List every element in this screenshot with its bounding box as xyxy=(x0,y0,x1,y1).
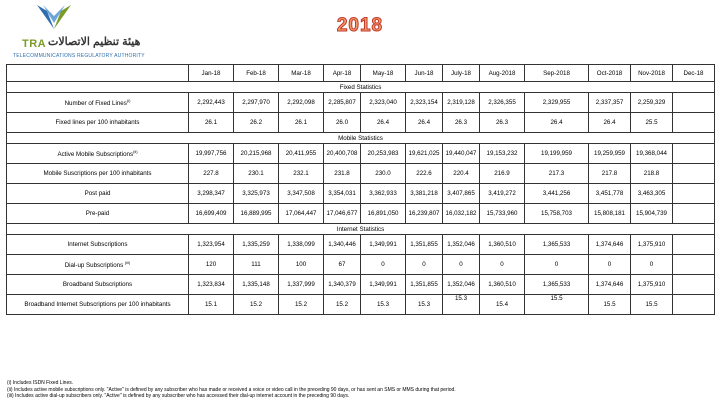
table-cell: 1,365,533 xyxy=(525,235,589,255)
table-cell xyxy=(673,235,715,255)
table-cell: 26.0 xyxy=(324,113,361,133)
table-row xyxy=(7,164,715,184)
table-cell: 3,381,218 xyxy=(406,184,443,204)
column-header: Feb-18 xyxy=(234,65,279,82)
row-label: Number of Fixed Lines$^{(i)}$ xyxy=(7,93,189,113)
table-cell: 2,259,329 xyxy=(631,93,673,113)
row-label: Post paid xyxy=(7,184,189,204)
table-cell: 19,368,044 xyxy=(631,144,673,164)
table-cell: 3,362,933 xyxy=(361,184,406,204)
column-header: Dec-18 xyxy=(673,65,715,82)
column-header: July-18 xyxy=(443,65,480,82)
section-title: Mobile Statistics xyxy=(7,133,715,144)
table-cell: 231.8 xyxy=(324,164,361,184)
table-cell: 230.0 xyxy=(361,164,406,184)
table-cell: 19,259,959 xyxy=(589,144,631,164)
table-row xyxy=(7,93,715,113)
table-cell: 227.8 xyxy=(189,164,234,184)
table-cell: 19,621,025 xyxy=(406,144,443,164)
table-cell: 232.1 xyxy=(279,164,324,184)
table-cell: 16,699,409 xyxy=(189,204,234,224)
table-cell: 26.3 xyxy=(443,113,480,133)
header-row xyxy=(7,65,715,82)
table-cell: 100 xyxy=(279,255,324,275)
row-label: Active Mobile Subscriptions$^{(ii)}$ xyxy=(7,144,189,164)
table-cell: 15.5 xyxy=(631,295,673,315)
table-cell: 1,360,510 xyxy=(480,275,525,295)
table-cell: 0 xyxy=(480,255,525,275)
table-cell: 1,338,099 xyxy=(279,235,324,255)
tra-logo-text: TRA xyxy=(22,38,47,50)
table-row xyxy=(7,184,715,204)
table-cell: 2,319,128 xyxy=(443,93,480,113)
table-cell: 20,400,708 xyxy=(324,144,361,164)
table-cell: 19,199,959 xyxy=(525,144,589,164)
table-cell: 0 xyxy=(406,255,443,275)
table-cell: 0 xyxy=(631,255,673,275)
table-cell: 26.1 xyxy=(189,113,234,133)
column-header: Sep-2018 xyxy=(525,65,589,82)
table-cell: 2,297,970 xyxy=(234,93,279,113)
table-cell: 1,335,259 xyxy=(234,235,279,255)
table-cell: 15.2 xyxy=(324,295,361,315)
table-cell: 15.3 xyxy=(361,295,406,315)
table-cell: 26.4 xyxy=(589,113,631,133)
table-cell: 2,337,357 xyxy=(589,93,631,113)
section-title: Internet Statistics xyxy=(7,224,715,235)
table-cell: 19,440,047 xyxy=(443,144,480,164)
table-cell: 2,292,098 xyxy=(279,93,324,113)
tra-logo-arabic: هيئة تنظيم الاتصالات xyxy=(48,36,141,48)
section-row-fixed xyxy=(7,82,715,93)
table-cell: 16,239,807 xyxy=(406,204,443,224)
section-row-mobile xyxy=(7,133,715,144)
table-cell: 16,032,182 xyxy=(443,204,480,224)
table-cell: 3,354,031 xyxy=(324,184,361,204)
table-cell: 217.3 xyxy=(525,164,589,184)
table-cell: 3,463,305 xyxy=(631,184,673,204)
table-cell: 216.9 xyxy=(480,164,525,184)
row-label: Fixed lines per 100 inhabitants xyxy=(7,113,189,133)
page-title: 2018 xyxy=(336,15,384,36)
table-cell: 3,419,272 xyxy=(480,184,525,204)
table-row xyxy=(7,275,715,295)
table-cell: 2,326,355 xyxy=(480,93,525,113)
footnote: (ii) Includes active mobile subscriptions only. "Active" is defined by any subscriber who has made or received a voice or video call in the preceding 90 days, or has sent an SMS or MMS during that period. xyxy=(7,386,456,393)
table-cell: 26.1 xyxy=(279,113,324,133)
column-header: May-18 xyxy=(361,65,406,82)
table-cell: 25.5 xyxy=(631,113,673,133)
column-header: Mar-18 xyxy=(279,65,324,82)
table-cell xyxy=(673,113,715,133)
table-cell: 15.2 xyxy=(279,295,324,315)
table-cell: 26.4 xyxy=(361,113,406,133)
column-header: Apr-18 xyxy=(324,65,361,82)
table-cell: 1,323,834 xyxy=(189,275,234,295)
table-cell: 120 xyxy=(189,255,234,275)
table-cell: 2,323,040 xyxy=(361,93,406,113)
table-cell: 0 xyxy=(443,255,480,275)
table-cell: 20,215,968 xyxy=(234,144,279,164)
row-label: Broadband Internet Subscriptions per 100 inhabitants xyxy=(7,295,189,315)
table-cell: 220.4 xyxy=(443,164,480,184)
row-label: Pre-paid xyxy=(7,204,189,224)
table-cell: 1,360,510 xyxy=(480,235,525,255)
table-cell: 218.8 xyxy=(631,164,673,184)
table-cell: 3,441,256 xyxy=(525,184,589,204)
column-header: Jun-18 xyxy=(406,65,443,82)
table-cell: 20,411,955 xyxy=(279,144,324,164)
column-header: Oct-2018 xyxy=(589,65,631,82)
table-cell: 1,323,954 xyxy=(189,235,234,255)
table-cell: 1,365,533 xyxy=(525,275,589,295)
table-cell: 15.1 xyxy=(189,295,234,315)
table-cell: 222.6 xyxy=(406,164,443,184)
table-cell xyxy=(673,144,715,164)
table-cell: 3,451,778 xyxy=(589,184,631,204)
table-cell: 67 xyxy=(324,255,361,275)
table-cell xyxy=(673,93,715,113)
table-cell: 15,904,739 xyxy=(631,204,673,224)
table-row xyxy=(7,204,715,224)
table-cell: 1,340,446 xyxy=(324,235,361,255)
table-cell: 1,335,148 xyxy=(234,275,279,295)
table-cell: 1,375,910 xyxy=(631,235,673,255)
table-cell: 1,351,855 xyxy=(406,275,443,295)
table-cell: 3,325,973 xyxy=(234,184,279,204)
section-title: Fixed Statistics xyxy=(7,82,715,93)
table-cell: 0 xyxy=(361,255,406,275)
table-cell: 15,758,703 xyxy=(525,204,589,224)
table-cell: 17,046,677 xyxy=(324,204,361,224)
table-cell: 1,352,046 xyxy=(443,275,480,295)
table-cell xyxy=(673,164,715,184)
table-cell xyxy=(673,184,715,204)
header-corner xyxy=(7,65,189,82)
table-cell: 3,347,508 xyxy=(279,184,324,204)
table-cell: 1,352,046 xyxy=(443,235,480,255)
footnote: (iii) Includes active dial-up subscribers only. "Active" is defined by any subscriber who has accessed their dial-up internet account in the preceding 90 days. xyxy=(7,393,350,399)
table-cell: 15,733,960 xyxy=(480,204,525,224)
table-cell: 16,889,995 xyxy=(234,204,279,224)
table-cell: 2,323,154 xyxy=(406,93,443,113)
table-cell xyxy=(673,255,715,275)
table-cell: 1,349,991 xyxy=(361,235,406,255)
table-cell: 1,349,991 xyxy=(361,275,406,295)
table-cell: 230.1 xyxy=(234,164,279,184)
column-header: Jan-18 xyxy=(189,65,234,82)
table-cell: 0 xyxy=(589,255,631,275)
table-cell: 19,997,756 xyxy=(189,144,234,164)
table-cell: 1,375,910 xyxy=(631,275,673,295)
footnotes xyxy=(7,380,456,400)
table-cell: 19,153,232 xyxy=(480,144,525,164)
footnote: (i) Includes ISDN Fixed Lines. xyxy=(7,380,74,386)
table-cell xyxy=(673,275,715,295)
row-label: Internet Subscriptions xyxy=(7,235,189,255)
table-cell: 16,891,050 xyxy=(361,204,406,224)
table-cell: 1,337,999 xyxy=(279,275,324,295)
row-label: Dial-up Subscriptions $^{(iii)}$ xyxy=(7,255,189,275)
table-row xyxy=(7,255,715,275)
statistics-table xyxy=(6,64,715,315)
row-label: Mobile Suscriptions per 100 inhabitants xyxy=(7,164,189,184)
table-cell: 1,374,646 xyxy=(589,275,631,295)
section-row-internet xyxy=(7,224,715,235)
table-cell xyxy=(673,204,715,224)
table-cell: 2,329,955 xyxy=(525,93,589,113)
table-row xyxy=(7,295,715,315)
table-cell: 15.3 xyxy=(443,295,480,315)
table-cell: 3,407,865 xyxy=(443,184,480,204)
table-cell: 1,351,855 xyxy=(406,235,443,255)
table-row xyxy=(7,113,715,133)
table-row xyxy=(7,235,715,255)
tra-logo-english: TELECOMMUNICATIONS REGULATORY AUTHORITY xyxy=(13,53,145,59)
table-cell: 15.3 xyxy=(406,295,443,315)
table-cell: 26.4 xyxy=(525,113,589,133)
table-cell: 111 xyxy=(234,255,279,275)
table-cell: 15,808,181 xyxy=(589,204,631,224)
table-cell xyxy=(673,295,715,315)
table-cell: 1,374,646 xyxy=(589,235,631,255)
table-cell: 15.4 xyxy=(480,295,525,315)
table-cell: 15.5 xyxy=(525,295,589,315)
table-cell: 2,292,443 xyxy=(189,93,234,113)
table-cell: 17,064,447 xyxy=(279,204,324,224)
table-cell: 15.2 xyxy=(234,295,279,315)
table-cell: 26.2 xyxy=(234,113,279,133)
table-cell: 3,298,347 xyxy=(189,184,234,204)
table-cell: 26.4 xyxy=(406,113,443,133)
table-cell: 217.8 xyxy=(589,164,631,184)
column-header: Nov-2018 xyxy=(631,65,673,82)
table-cell: 20,253,983 xyxy=(361,144,406,164)
table-cell: 15.5 xyxy=(589,295,631,315)
table-cell: 0 xyxy=(525,255,589,275)
table-row xyxy=(7,144,715,164)
table-cell: 26.3 xyxy=(480,113,525,133)
table-cell: 1,340,379 xyxy=(324,275,361,295)
table-cell: 2,285,807 xyxy=(324,93,361,113)
column-header: Aug-2018 xyxy=(480,65,525,82)
row-label: Broadband Subscriptions xyxy=(7,275,189,295)
